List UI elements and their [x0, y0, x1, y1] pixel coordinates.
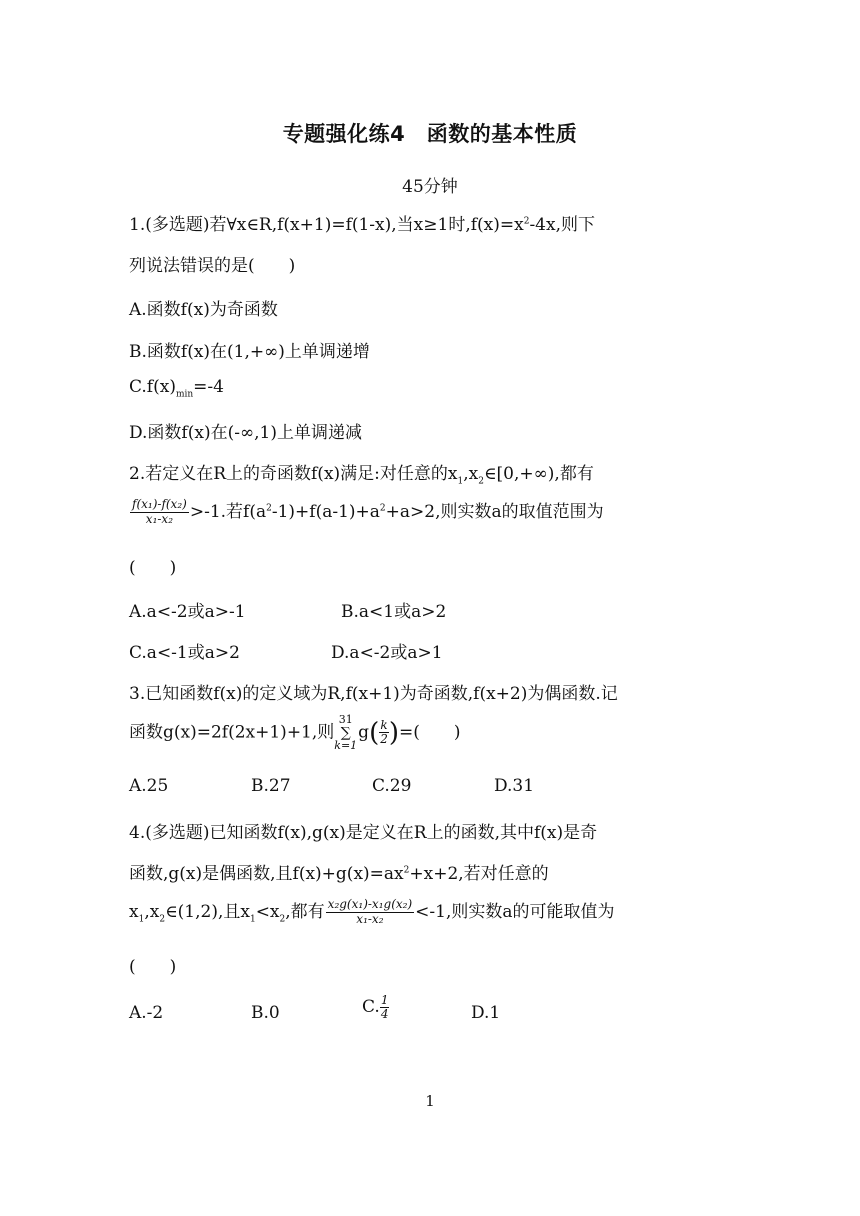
q2-frac-den: x₁-x₂ — [145, 512, 174, 526]
q4-frac-num: x₂g(x₁)-x₁g(x₂) — [327, 897, 413, 912]
q4-optc-num: 1 — [380, 993, 389, 1007]
q4-line3-c: ∈(1,2),且x — [165, 902, 250, 922]
q3-g: g — [358, 722, 370, 743]
q3-left-paren: ( — [369, 717, 380, 748]
q4-line3-a: x — [129, 902, 139, 922]
q4-s2: 2 — [159, 914, 166, 925]
q3-sum-top: 31 — [338, 713, 353, 726]
q4-stem-line3 — [129, 897, 614, 927]
q2-line2-b: -1)+f(a-1)+a — [271, 502, 380, 522]
q4-line2-b: +x+2,若对任意的 — [409, 864, 549, 884]
q2-stem-line1 — [129, 459, 594, 487]
q4-option-c — [362, 994, 389, 1021]
q4-frac-den: x₁-x₂ — [356, 912, 384, 926]
q3-option-c: C.29 — [372, 776, 412, 796]
sigma-icon: ∑ — [340, 724, 351, 741]
q4-option-d: D.1 — [471, 1003, 501, 1023]
q4-s4: 2 — [279, 914, 286, 925]
q1-option-d: D.函数f(x)在(-∞,1)上单调递减 — [129, 423, 362, 443]
time-limit: 45分钟 — [402, 177, 458, 197]
q2-stem-b: ∈[0,+∞),都有 — [483, 464, 594, 484]
q4-line3-b: ,x — [144, 902, 160, 922]
q4-option-b: B.0 — [251, 1003, 280, 1023]
q2-line2-a: >-1.若f(a — [189, 502, 267, 522]
q2-frac-num: f(x₁)-f(x₂) — [132, 497, 187, 512]
q1-optc-sub: min — [175, 389, 194, 400]
q3-stem-line2 — [129, 714, 461, 752]
q4-answer-paren: ( ) — [129, 957, 177, 977]
q3-k-fraction — [379, 719, 389, 746]
q4-s1: 1 — [138, 914, 145, 925]
q4-line2-a: 函数,g(x)是偶函数,且f(x)+g(x)=ax — [129, 864, 404, 884]
q1-option-b: B.函数f(x)在(1,+∞)上单调递增 — [129, 342, 370, 362]
q4-optc-fraction — [380, 994, 390, 1021]
q4-optc-den: 4 — [380, 1007, 389, 1022]
q4-s3: 1 — [249, 914, 256, 925]
q1-stem-line2: 列说法错误的是( ) — [129, 256, 296, 276]
q2-option-d: D.a<-2或a>1 — [331, 643, 443, 663]
q3-option-a: A.25 — [129, 776, 169, 796]
q3-option-d: D.31 — [494, 776, 535, 796]
q2-option-c: C.a<-1或a>2 — [129, 643, 240, 663]
q2-stem-a: 2.若定义在R上的奇函数f(x)满足:对任意的x — [129, 464, 458, 484]
q2-answer-paren: ( ) — [129, 558, 177, 578]
q2-sup1: 2 — [266, 503, 272, 514]
q2-sup2: 2 — [379, 503, 386, 514]
page-number: 1 — [425, 1092, 435, 1110]
q3-right-paren: ) — [388, 717, 400, 748]
q3-k-num: k — [380, 718, 388, 733]
q2-sub1: 1 — [457, 476, 464, 487]
q4-line3-f: <-1,则实数a的可能取值为 — [415, 902, 615, 922]
q4-line2-sup: 2 — [403, 865, 410, 876]
q4-optc-pre: C. — [362, 997, 380, 1018]
q4-stem-line2 — [129, 859, 549, 884]
q1-optc-a: C.f(x) — [129, 377, 176, 397]
q3-line2-b: =( ) — [399, 722, 461, 743]
q3-k-den: 2 — [380, 732, 388, 747]
q1-optc-b: =-4 — [193, 377, 224, 397]
q4-stem-line1: 4.(多选题)已知函数f(x),g(x)是定义在R上的函数,其中f(x)是奇 — [129, 823, 598, 843]
q3-stem-line1: 3.已知函数f(x)的定义域为R,f(x+1)为奇函数,f(x+2)为偶函数.记 — [129, 684, 618, 704]
q2-line2-c: +a>2,则实数a的取值范围为 — [385, 502, 604, 522]
q2-sub2: 2 — [478, 476, 484, 487]
q3-summation — [334, 714, 357, 752]
q2-comma: ,x — [463, 464, 479, 484]
q1-stem-line1 — [129, 210, 595, 235]
q1-stem-sup: 2 — [523, 216, 530, 227]
q1-option-a: A.函数f(x)为奇函数 — [129, 300, 278, 320]
q2-option-a: A.a<-2或a>-1 — [129, 602, 246, 622]
q4-option-a: A.-2 — [129, 1003, 164, 1023]
q4-line3-d: <x — [255, 902, 280, 922]
q4-fraction — [326, 898, 414, 927]
q3-option-b: B.27 — [251, 776, 291, 796]
q2-stem-line2 — [129, 497, 604, 527]
q4-line3-e: ,都有 — [285, 902, 325, 922]
page-title: 专题强化练4 函数的基本性质 — [282, 122, 578, 146]
q3-line2-a: 函数g(x)=2f(2x+1)+1,则 — [129, 722, 335, 743]
q2-fraction — [130, 498, 189, 527]
q3-sum-bot: k=1 — [334, 739, 358, 753]
q1-option-c — [129, 377, 224, 400]
q2-option-b: B.a<1或a>2 — [341, 602, 447, 622]
q1-stem-b: -4x,则下 — [529, 215, 595, 235]
q1-stem-a: 1.(多选题)若∀x∈R,f(x+1)=f(1-x),当x≥1时,f(x)=x — [129, 215, 524, 235]
